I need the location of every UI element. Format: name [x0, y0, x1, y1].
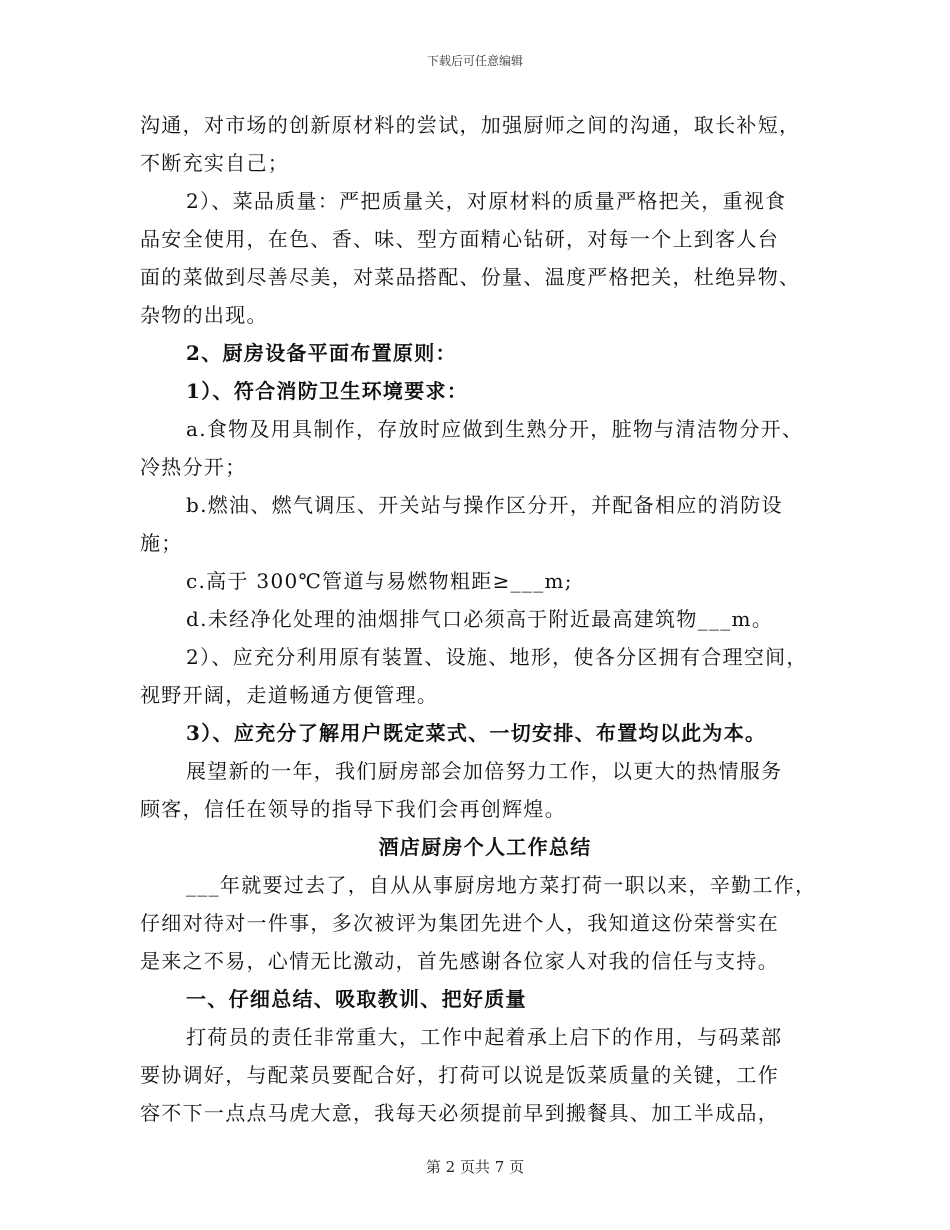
text-line: c.高于 300℃管道与易燃物粗距≥___m;	[186, 569, 573, 593]
text-line: 展望新的一年，我们厨房部会加倍努力工作，以更大的热情服务	[186, 759, 783, 783]
heading-line: 3）、应充分了解用户既定菜式、一切安排、布置均以此为本。	[186, 721, 767, 745]
text-line: 面的菜做到尽善尽美，对菜品搭配、份量、温度严格把关，杜绝异物、	[140, 265, 801, 289]
text-line: 仔细对待对一件事，多次被评为集团先进个人，我知道这份荣誉实在	[140, 911, 779, 935]
text-line: 施；	[140, 531, 183, 555]
page-header: 下载后可任意编辑	[426, 54, 523, 68]
page-footer: 第 2 页共 7 页	[425, 1158, 525, 1176]
heading-line: 2、厨房设备平面布置原则：	[186, 341, 457, 365]
text-line: 不断充实自己；	[140, 151, 290, 175]
text-line: 沟通，对市场的创新原材料的尝试，加强厨师之间的沟通，取长补短，	[140, 113, 801, 137]
text-line: 顾客，信任在领导的指导下我们会再创辉煌。	[140, 797, 566, 821]
text-line: 冷热分开；	[140, 455, 247, 479]
text-line: 品安全使用，在色、香、味、型方面精心钻研，对每一个上到客人台	[140, 227, 779, 251]
text-line: 杂物的出现。	[140, 303, 268, 327]
document-body	[140, 106, 830, 1132]
heading-line: 1）、符合消防卫生环境要求：	[186, 379, 469, 403]
text-line: ___年就要过去了，自从从事厨房地方菜打荷一职以来，辛勤工作，	[186, 873, 817, 897]
text-line: d.未经净化处理的油烟排气口必须高于附近最高建筑物___m。	[186, 607, 774, 631]
text-line: b.燃油、燃气调压、开关站与操作区分开，并配备相应的消防设	[186, 493, 783, 517]
text-line: 打荷员的责任非常重大，工作中起着承上启下的作用，与码菜部	[186, 1025, 783, 1049]
text-line: 2）、应充分利用原有装置、设施、地形，使各分区拥有合理空间，	[186, 645, 808, 669]
text-line: 是来之不易，心情无比激动，首先感谢各位家人对我的信任与支持。	[140, 949, 779, 973]
text-line: 2）、菜品质量：严把质量关，对原材料的质量严格把关，重视食	[186, 189, 787, 213]
text-line: 容不下一点点马虎大意，我每天必须提前早到搬餐具、加工半成品，	[140, 1101, 779, 1125]
section-title: 酒店厨房个人工作总结	[378, 835, 592, 859]
heading-line: 一、仔细总结、吸取教训、把好质量	[186, 987, 527, 1011]
text-line: 视野开阔，走道畅通方便管理。	[140, 683, 439, 707]
text-line: 要协调好，与配菜员要配合好，打荷可以说是饭菜质量的关键，工作	[140, 1063, 779, 1087]
text-line: a.食物及用具制作，存放时应做到生熟分开，脏物与清洁物分开、	[186, 417, 804, 441]
